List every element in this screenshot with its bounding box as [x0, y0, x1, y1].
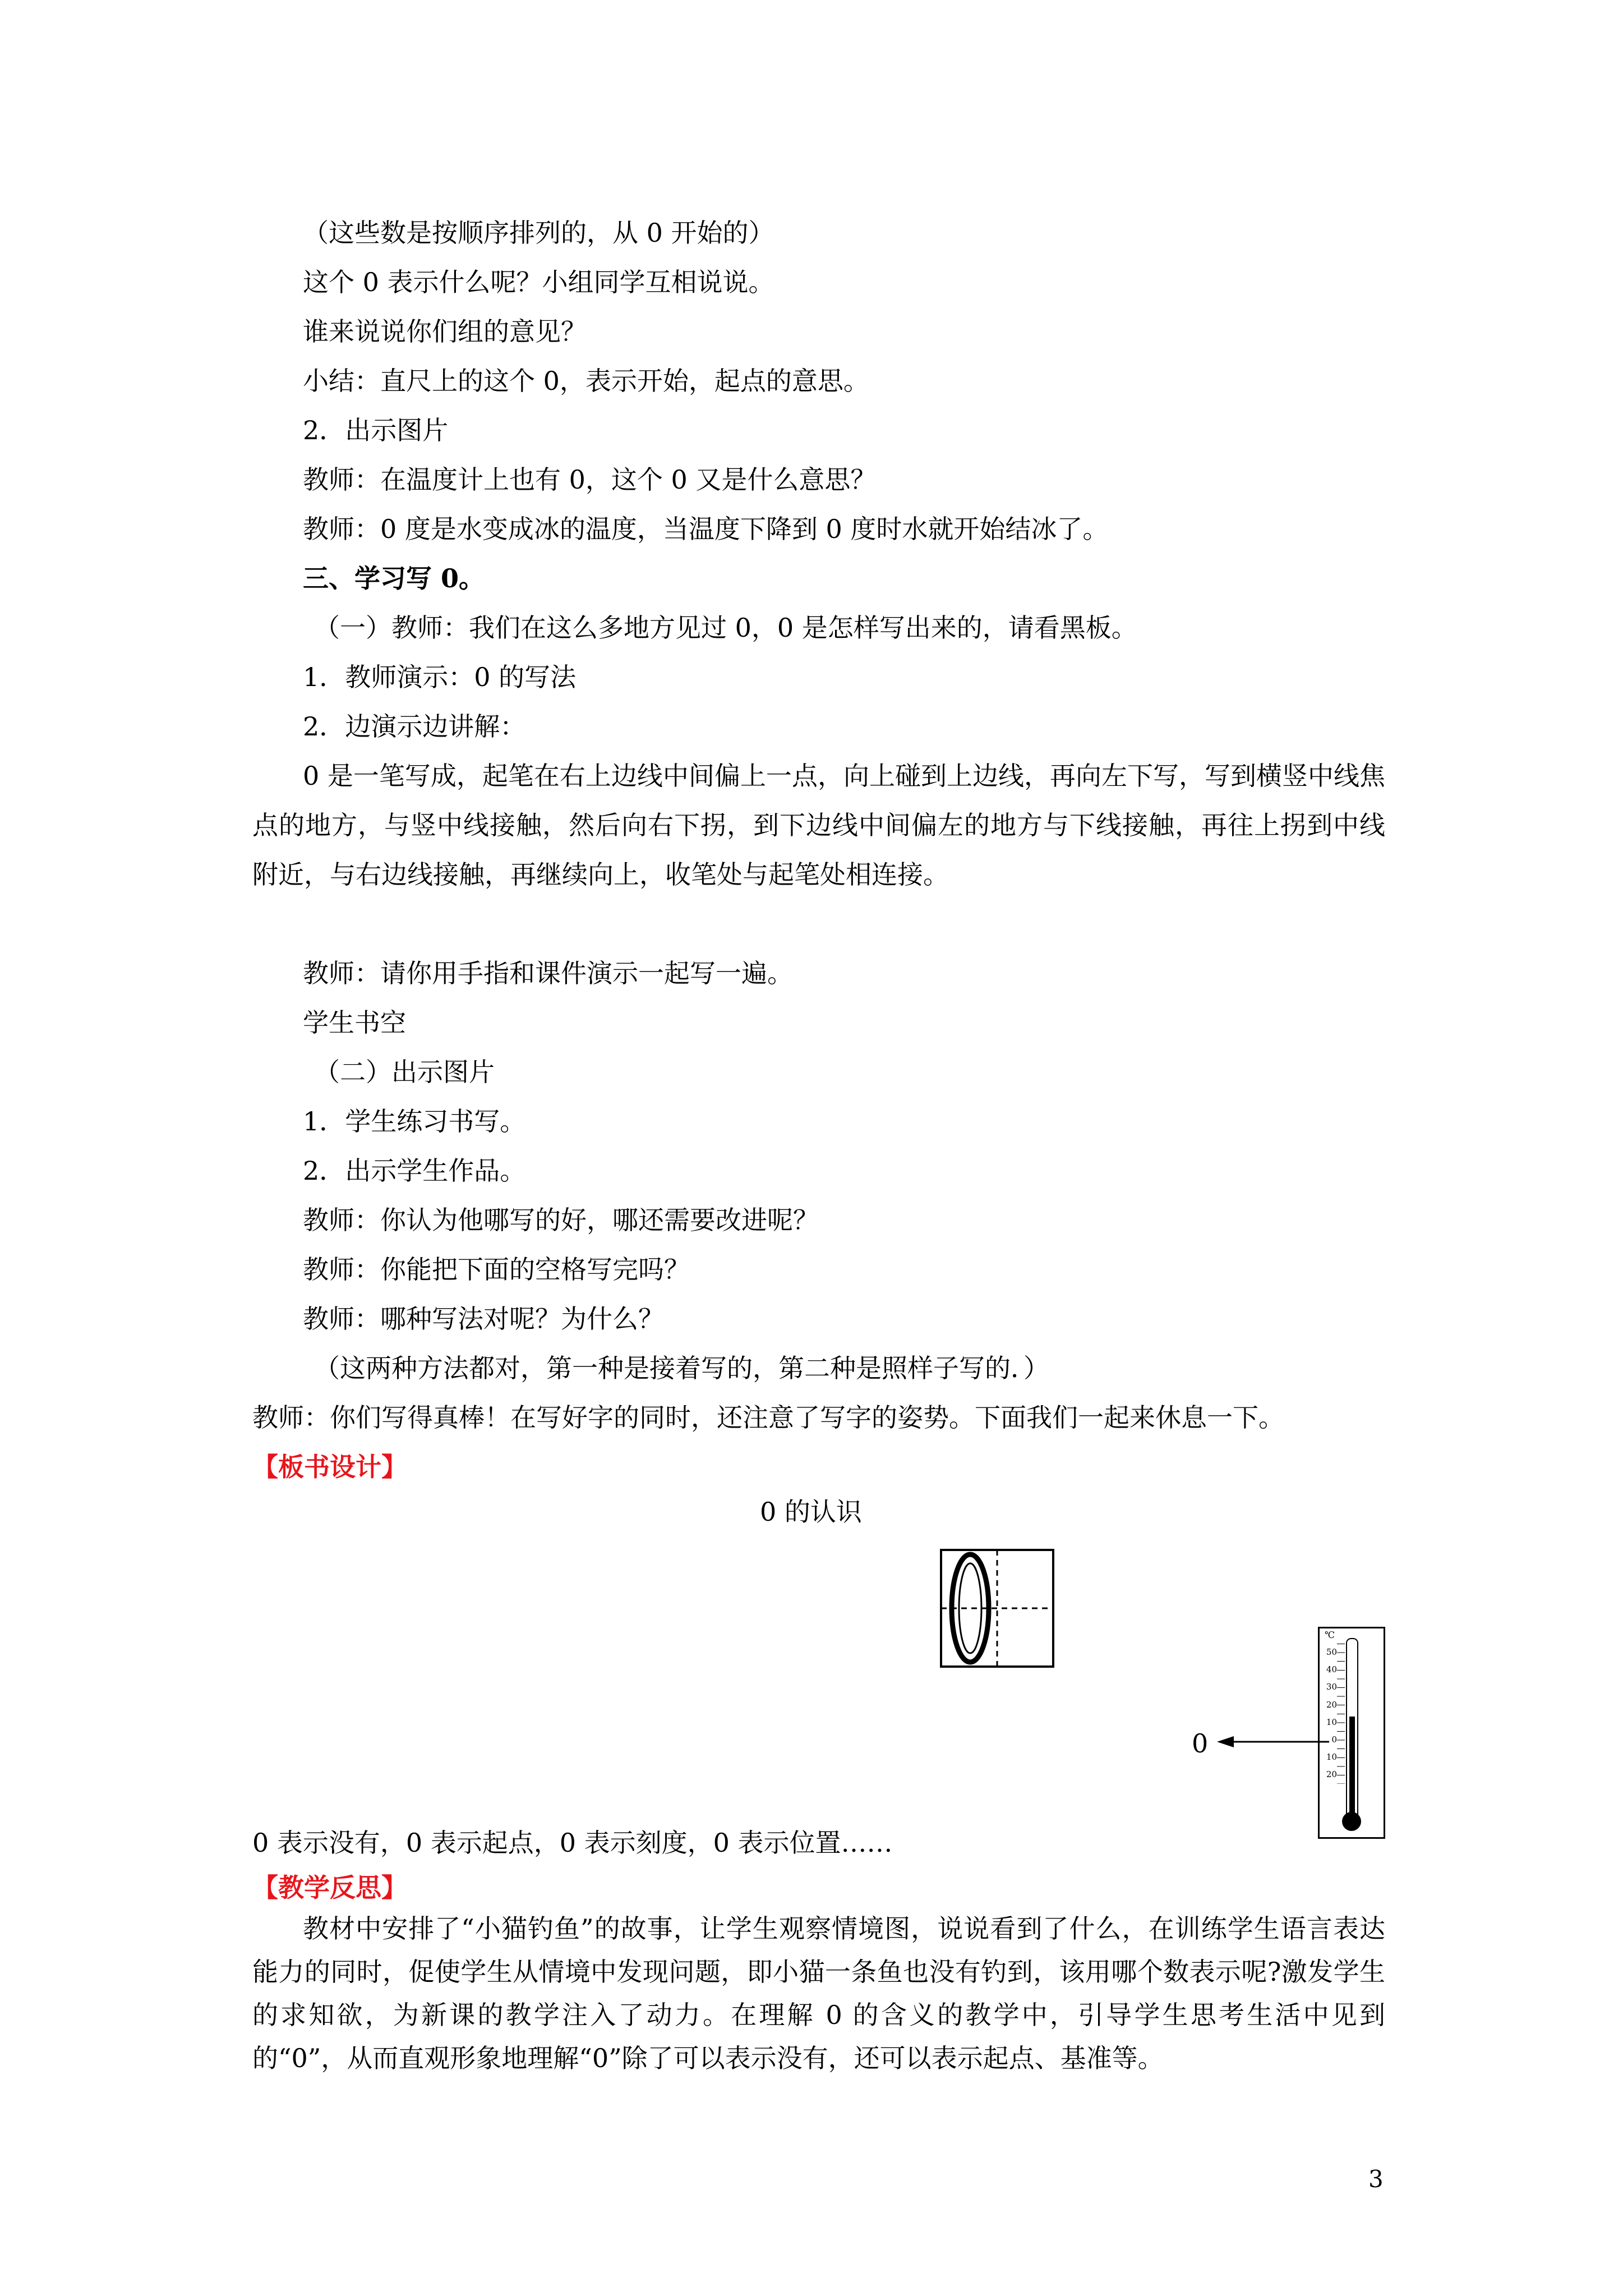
board-design-heading: 【板书设计】 [252, 1452, 407, 1482]
zero-arrow-label: 0 [1192, 1728, 1209, 1759]
text-line: 小结：直尺上的这个 0，表示开始，起点的意思。 [303, 366, 869, 396]
page-number: 3 [1368, 2165, 1384, 2193]
text-line: 教师：哪种写法对呢？为什么？ [303, 1304, 664, 1334]
thermometer-tick-label: 50 [1326, 1647, 1337, 1657]
thermometer-tick-label: 10 [1326, 1752, 1337, 1763]
text-line: 教师：请你用手指和课件演示一起写一遍。 [303, 958, 793, 988]
reflection-paragraph: 教材中安排了“小猫钓鱼”的故事，让学生观察情境图，说说看到了什么，在训练学生语言表达能力的同时，促使学生从情境中发现问题，即小猫一条鱼也没有钓到，该用哪个数表示呢?激发学生的求知欲，为新课的教学注入了动力。在理解 0 的含义的教学中，引导学生思考生活中见到的“0”，从而直观形象地理解“0”除了可以表示没有，还可以表示起点、基准等。 [252, 1913, 1385, 2073]
text-line: 1．教师演示：0 的写法 [303, 662, 577, 692]
text-line: 教师：0 度是水变成冰的温度，当温度下降到 0 度时水就开始结冰了。 [303, 514, 1109, 544]
text-line: 这个 0 表示什么呢？小组同学互相说说。 [303, 267, 774, 297]
text-line: 2．出示图片 [303, 415, 449, 445]
text-line: 1．学生练习书写。 [303, 1106, 526, 1137]
thermometer [1318, 1627, 1385, 1840]
thermometer-tick-label: 0 [1331, 1734, 1337, 1745]
text-line: 2．出示学生作品。 [303, 1156, 526, 1186]
thermometer-tick-label: 20 [1326, 1699, 1337, 1710]
text-line: （一）教师：我们在这么多地方见过 0，0 是怎样写出来的，请看黑板。 [314, 613, 1137, 643]
mercury-column [1349, 1717, 1355, 1820]
zero-writing-grid [939, 1548, 1057, 1672]
text-line: 教师：你能把下面的空格写完吗？ [303, 1254, 690, 1285]
text-line: 谁来说说你们组的意见？ [303, 316, 587, 347]
board-caption: 0 表示没有，0 表示起点，0 表示刻度，0 表示位置…… [252, 1828, 893, 1858]
text-line: 学生书空 [303, 1007, 406, 1038]
text-line: （二）出示图片 [314, 1057, 495, 1087]
reflection-heading: 【教学反思】 [252, 1872, 407, 1903]
thermometer-unit: ℃ [1325, 1630, 1335, 1640]
text-line: 教师：你们写得真棒！在写好字的同时，还注意了写字的姿势。下面我们一起来休息一下。 [252, 1402, 1284, 1433]
thermometer-tick-label: 30 [1326, 1682, 1337, 1692]
thermometer-bulb [1342, 1812, 1361, 1831]
section-heading: 三、学习写 0。 [303, 563, 485, 593]
board-title: 0 的认识 [760, 1497, 862, 1527]
text-line: 2．边演示边讲解： [303, 711, 526, 742]
thermometer-tick-label: 10 [1326, 1717, 1337, 1727]
pointer-arrow [1217, 1733, 1329, 1750]
text-line: 教师：你认为他哪写的好，哪还需要改进呢？ [303, 1205, 819, 1235]
thermometer-tick-label: 40 [1326, 1664, 1337, 1675]
text-line: 教师：在温度计上也有 0，这个 0 又是什么意思？ [303, 464, 877, 495]
thermometer-tick-label: 20 [1326, 1769, 1337, 1780]
writing-explanation-paragraph: 0 是一笔写成，起笔在右上边线中间偏上一点，向上碰到上边线，再向左下写，写到横竖中线焦点的地方，与竖中线接触，然后向右下拐，到下边线中间偏左的地方与下线接触，再往上拐到中线附近，与右边线接触，再继续向上，收笔处与起笔处相连接。 [252, 761, 1385, 890]
text-line: （这些数是按顺序排列的，从 0 开始的） [303, 218, 774, 248]
text-line: （这两种方法都对，第一种是接着写的，第二种是照样子写的．） [314, 1353, 1049, 1383]
